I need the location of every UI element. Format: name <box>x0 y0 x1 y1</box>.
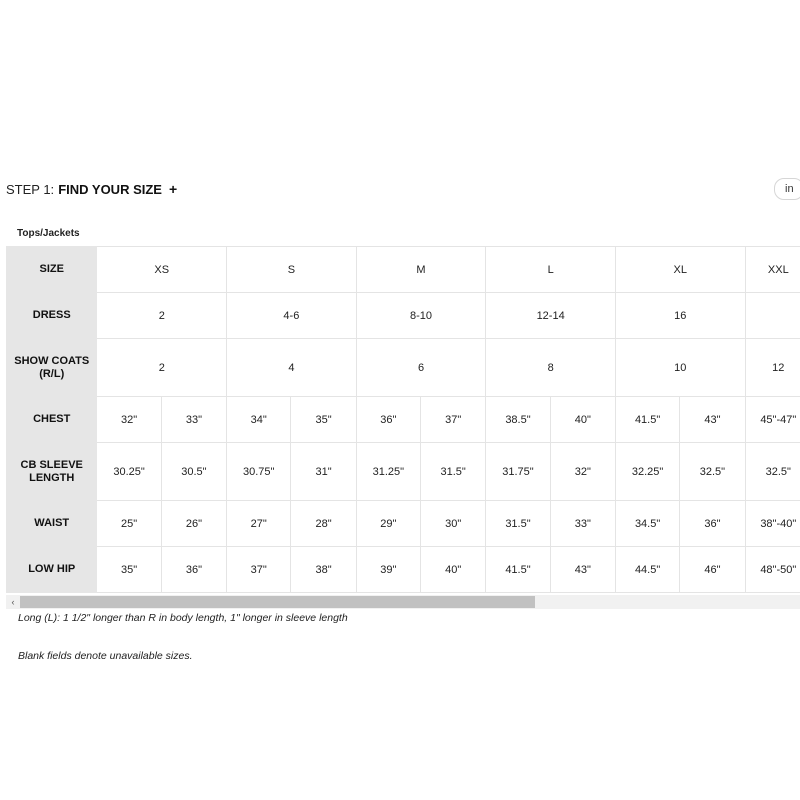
step-header <box>6 181 177 197</box>
table-cell: XXL <box>745 247 800 293</box>
table-cell: 12-14 <box>486 293 616 339</box>
table-cell: 32.25" <box>615 443 679 501</box>
table-row <box>7 501 800 547</box>
size-table <box>6 246 800 593</box>
table-cell: 8-10 <box>356 293 486 339</box>
table-cell: 41.5" <box>486 547 550 593</box>
table-cell: M <box>356 247 486 293</box>
table-cell: 30.25" <box>97 443 161 501</box>
table-cell: 45"-47" <box>745 397 800 443</box>
row-header: SIZE <box>7 247 97 293</box>
row-header: WAIST <box>7 501 97 547</box>
table-cell: 16 <box>615 293 745 339</box>
table-cell: 32.5" <box>745 443 800 501</box>
table-cell: 34.5" <box>615 501 679 547</box>
table-row <box>7 293 800 339</box>
table-cell: 39" <box>356 547 420 593</box>
size-table-viewport[interactable] <box>6 246 800 595</box>
table-row <box>7 247 800 293</box>
table-cell: 36" <box>356 397 420 443</box>
table-cell: 34" <box>227 397 291 443</box>
table-cell: 30.75" <box>227 443 291 501</box>
scroll-left-arrow-icon[interactable]: ‹ <box>11 597 15 607</box>
table-cell: 38"-40" <box>745 501 800 547</box>
table-cell: 46" <box>680 547 745 593</box>
table-cell: 48"-50" <box>745 547 800 593</box>
table-row <box>7 443 800 501</box>
table-row <box>7 547 800 593</box>
table-cell: 37" <box>227 547 291 593</box>
table-cell: 10 <box>615 339 745 397</box>
table-cell: 33" <box>161 397 226 443</box>
section-title: Tops/Jackets <box>17 228 80 239</box>
table-cell: 31.5" <box>421 443 486 501</box>
table-cell: 35" <box>291 397 356 443</box>
table-cell: XS <box>97 247 227 293</box>
table-cell: 29" <box>356 501 420 547</box>
table-row <box>7 339 800 397</box>
table-cell: 6 <box>356 339 486 397</box>
row-header: DRESS <box>7 293 97 339</box>
table-cell: 4-6 <box>227 293 357 339</box>
table-cell: 36" <box>161 547 226 593</box>
table-cell: S <box>227 247 357 293</box>
table-cell: 2 <box>97 339 227 397</box>
table-cell: 8 <box>486 339 616 397</box>
horizontal-scrollbar[interactable] <box>6 595 800 609</box>
blank-fields-note: Blank fields denote unavailable sizes. <box>18 650 193 662</box>
table-cell: 4 <box>227 339 357 397</box>
table-cell: 41.5" <box>615 397 679 443</box>
table-cell: 36" <box>680 501 745 547</box>
table-cell: 30.5" <box>161 443 226 501</box>
table-cell: 40" <box>421 547 486 593</box>
row-header: SHOW COATS (R/L) <box>7 339 97 397</box>
table-cell: 31.75" <box>486 443 550 501</box>
table-row <box>7 397 800 443</box>
row-header: LOW HIP <box>7 547 97 593</box>
table-cell: 12 <box>745 339 800 397</box>
table-cell <box>745 293 800 339</box>
table-cell: 38" <box>291 547 356 593</box>
table-cell: L <box>486 247 616 293</box>
table-cell: 32" <box>550 443 615 501</box>
table-cell: 33" <box>550 501 615 547</box>
table-cell: 30" <box>421 501 486 547</box>
table-cell: 28" <box>291 501 356 547</box>
table-cell: 40" <box>550 397 615 443</box>
long-length-note: Long (L): 1 1/2" longer than R in body length, 1" longer in sleeve length <box>18 612 348 624</box>
unit-toggle-button[interactable]: in <box>774 178 800 200</box>
table-cell: 37" <box>421 397 486 443</box>
step-title: FIND YOUR SIZE <box>58 181 162 197</box>
row-header: CB SLEEVE LENGTH <box>7 443 97 501</box>
table-cell: 31.5" <box>486 501 550 547</box>
table-cell: 31" <box>291 443 356 501</box>
step-prefix: STEP 1: <box>6 181 55 197</box>
table-cell: 43" <box>550 547 615 593</box>
table-cell: XL <box>615 247 745 293</box>
table-cell: 44.5" <box>615 547 679 593</box>
expand-plus-icon[interactable]: + <box>168 181 178 197</box>
table-cell: 25" <box>97 501 161 547</box>
table-cell: 27" <box>227 501 291 547</box>
table-cell: 38.5" <box>486 397 550 443</box>
table-cell: 32" <box>97 397 161 443</box>
table-cell: 32.5" <box>680 443 745 501</box>
table-cell: 35" <box>97 547 161 593</box>
table-cell: 26" <box>161 501 226 547</box>
scrollbar-thumb[interactable] <box>20 596 535 608</box>
row-header: CHEST <box>7 397 97 443</box>
table-cell: 2 <box>97 293 227 339</box>
table-cell: 31.25" <box>356 443 420 501</box>
table-cell: 43" <box>680 397 745 443</box>
